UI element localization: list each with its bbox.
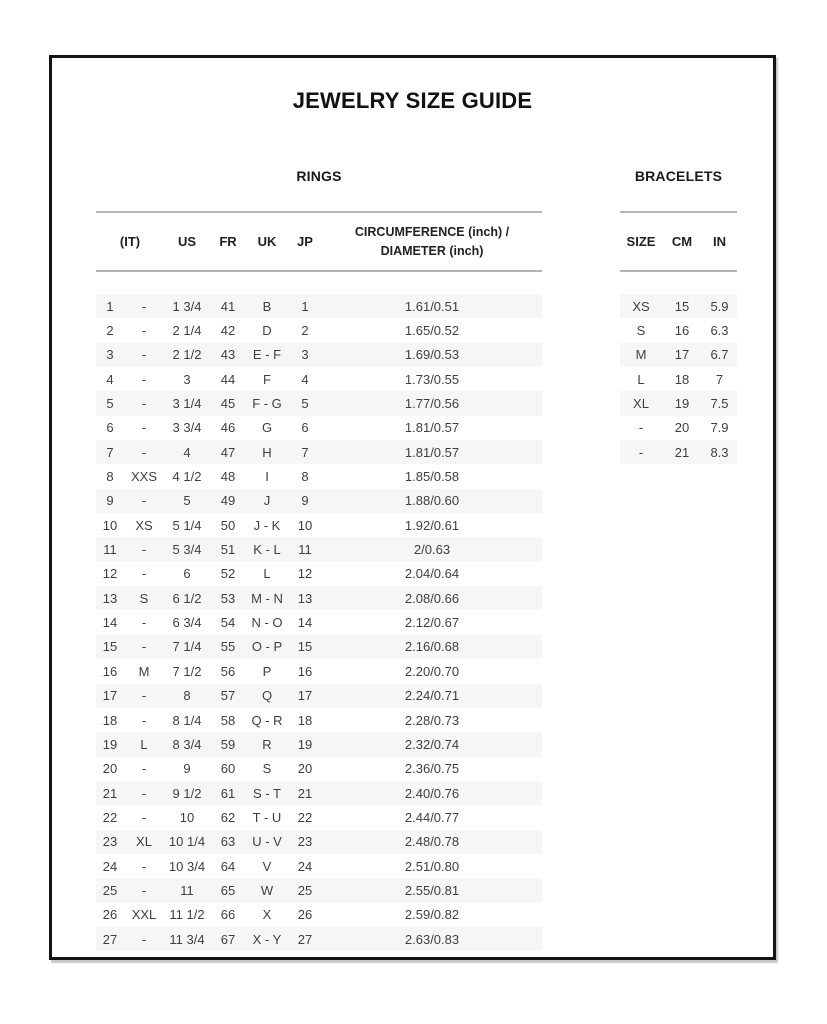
table-cell: U - V xyxy=(252,834,282,850)
table-cell: 45 xyxy=(220,396,236,412)
table-cell: L xyxy=(140,736,148,752)
table-cell: G xyxy=(261,420,273,436)
table-cell: 55 xyxy=(220,639,236,655)
table-cell: 44 xyxy=(220,371,236,387)
table-cell: 50 xyxy=(220,517,236,533)
rings-header-it: (IT) xyxy=(119,234,141,249)
ring-size-row xyxy=(96,586,542,610)
table-cell: 51 xyxy=(220,542,236,558)
table-cell: 24 xyxy=(297,858,313,874)
table-cell: P xyxy=(262,663,272,679)
table-cell: 7 xyxy=(106,444,114,460)
table-cell: 42 xyxy=(220,323,236,339)
table-cell: L xyxy=(263,566,271,582)
table-cell: 26 xyxy=(297,907,313,923)
ring-size-row xyxy=(96,732,542,756)
ring-size-row xyxy=(96,830,542,854)
ring-size-row xyxy=(96,294,542,318)
table-cell: 2.51/0.80 xyxy=(404,858,460,874)
table-cell: 13 xyxy=(102,590,118,606)
rings-header-circumference-line1: CIRCUMFERENCE (inch) / xyxy=(354,225,510,240)
table-cell: 8 1/4 xyxy=(172,712,202,728)
ring-size-row xyxy=(96,659,542,683)
table-cell: 5 xyxy=(301,396,309,412)
table-cell: J - K xyxy=(253,517,281,533)
table-cell: 1.88/0.60 xyxy=(404,493,460,509)
table-cell: 12 xyxy=(297,566,313,582)
table-cell: 2.16/0.68 xyxy=(404,639,460,655)
table-cell: 16 xyxy=(297,663,313,679)
table-cell: 1 xyxy=(106,298,114,314)
table-cell: - xyxy=(141,444,147,460)
table-cell: 1.81/0.57 xyxy=(404,420,460,436)
ring-size-row xyxy=(96,708,542,732)
table-cell: 2 xyxy=(301,323,309,339)
bracelets-header-rule-bottom xyxy=(620,270,737,272)
table-cell: 56 xyxy=(220,663,236,679)
table-cell: 15 xyxy=(297,639,313,655)
table-cell: 22 xyxy=(297,809,313,825)
rings-header-us: US xyxy=(177,234,197,249)
table-cell: S xyxy=(139,590,149,606)
table-cell: M xyxy=(635,347,647,363)
table-cell: - xyxy=(141,298,147,314)
table-cell: R xyxy=(262,736,272,752)
ring-size-row xyxy=(96,878,542,902)
table-cell: 46 xyxy=(220,420,236,436)
table-cell: 48 xyxy=(220,469,236,485)
table-cell: - xyxy=(141,639,147,655)
table-cell: - xyxy=(141,347,147,363)
table-cell: Q xyxy=(261,688,273,704)
table-cell: 1.61/0.51 xyxy=(404,298,460,314)
table-cell: 41 xyxy=(220,298,236,314)
ring-size-row xyxy=(96,927,542,951)
table-cell: 3 1/4 xyxy=(172,396,202,412)
table-cell: XL xyxy=(136,834,152,850)
table-cell: 18 xyxy=(102,712,118,728)
bracelets-header-in: IN xyxy=(713,234,726,249)
table-cell: 6 xyxy=(183,566,191,582)
table-cell: 11 1/2 xyxy=(169,907,205,923)
table-cell: 20 xyxy=(102,761,118,777)
ring-size-row xyxy=(96,513,542,537)
table-cell: 11 xyxy=(103,542,117,558)
table-cell: S xyxy=(636,323,646,339)
table-cell: 53 xyxy=(220,590,236,606)
ring-size-row xyxy=(96,464,542,488)
table-cell: XS xyxy=(135,517,153,533)
ring-size-row xyxy=(96,489,542,513)
table-cell: 15 xyxy=(102,639,118,655)
table-cell: 11 xyxy=(180,882,194,898)
table-cell: 2.24/0.71 xyxy=(404,688,460,704)
table-cell: 5.9 xyxy=(710,298,729,314)
table-cell: 10 3/4 xyxy=(168,858,206,874)
table-cell: 60 xyxy=(220,761,236,777)
table-cell: 18 xyxy=(297,712,313,728)
table-cell: 8 xyxy=(106,469,114,485)
table-cell: 7 1/2 xyxy=(172,663,202,679)
table-cell: O - P xyxy=(251,639,283,655)
table-cell: 2.36/0.75 xyxy=(404,761,460,777)
table-cell: 12 xyxy=(102,566,118,582)
table-cell: 5 3/4 xyxy=(172,542,202,558)
table-cell: 27 xyxy=(297,931,313,947)
table-cell: 16 xyxy=(674,323,690,339)
table-cell: 2 1/2 xyxy=(172,347,202,363)
table-cell: S - T xyxy=(253,785,281,801)
rings-header-row xyxy=(96,213,542,270)
table-cell: M - N xyxy=(251,590,283,606)
table-cell: - xyxy=(141,931,147,947)
rings-table-body xyxy=(96,294,542,951)
table-cell: 2 xyxy=(106,323,114,339)
ring-size-row xyxy=(96,757,542,781)
table-cell: 2.59/0.82 xyxy=(404,907,460,923)
table-cell: 17 xyxy=(674,347,690,363)
ring-size-row xyxy=(96,416,542,440)
table-cell: 49 xyxy=(220,493,236,509)
table-cell: - xyxy=(141,371,147,387)
table-cell: 2.40/0.76 xyxy=(404,785,460,801)
table-cell: 2.20/0.70 xyxy=(404,663,460,679)
table-cell: 24 xyxy=(102,858,118,874)
table-cell: 61 xyxy=(220,785,236,801)
rings-header-uk: UK xyxy=(257,234,277,249)
bracelet-size-row xyxy=(620,367,737,391)
ring-size-row xyxy=(96,537,542,561)
table-cell: XS xyxy=(632,298,650,314)
table-cell: 1.92/0.61 xyxy=(404,517,460,533)
table-cell: - xyxy=(638,420,644,436)
table-cell: 10 xyxy=(179,809,195,825)
table-cell: 7.5 xyxy=(710,396,729,412)
table-cell: 4 xyxy=(301,371,309,387)
table-cell: 2 1/4 xyxy=(172,323,202,339)
table-cell: 7.9 xyxy=(710,420,729,436)
table-cell: - xyxy=(141,712,147,728)
table-cell: XXL xyxy=(131,907,157,923)
table-cell: 5 xyxy=(106,396,114,412)
table-cell: 6.7 xyxy=(710,347,729,363)
table-cell: - xyxy=(141,688,147,704)
table-cell: W xyxy=(260,882,274,898)
table-cell: 27 xyxy=(102,931,118,947)
table-cell: 4 1/2 xyxy=(172,469,202,485)
table-cell: V xyxy=(262,858,272,874)
table-cell: XXS xyxy=(130,469,157,485)
table-cell: 17 xyxy=(102,688,118,704)
table-cell: 9 xyxy=(301,493,309,509)
bracelets-header-size: SIZE xyxy=(626,234,656,249)
table-cell: 8 xyxy=(301,469,309,485)
table-cell: N - O xyxy=(251,615,283,631)
ring-size-row xyxy=(96,391,542,415)
rings-header-circumference-line2: DIAMETER (inch) xyxy=(380,243,484,258)
table-cell: F - G xyxy=(252,396,282,412)
bracelet-size-row xyxy=(620,318,737,342)
table-cell: 6.3 xyxy=(710,323,729,339)
table-cell: 11 xyxy=(298,542,312,558)
bracelet-size-row xyxy=(620,294,737,318)
ring-size-row xyxy=(96,367,542,391)
table-cell: 2.44/0.77 xyxy=(404,809,460,825)
table-cell: 20 xyxy=(674,420,690,436)
table-cell: 1 3/4 xyxy=(172,298,202,314)
table-cell: 6 xyxy=(106,420,114,436)
table-cell: 1.73/0.55 xyxy=(404,371,460,387)
table-cell: 3 xyxy=(106,347,114,363)
rings-header-circumference xyxy=(322,223,542,259)
table-cell: 10 1/4 xyxy=(168,834,206,850)
table-cell: 52 xyxy=(220,566,236,582)
table-cell: 22 xyxy=(102,809,118,825)
rings-header-fr: FR xyxy=(219,234,237,249)
table-cell: 2.48/0.78 xyxy=(404,834,460,850)
table-cell: 23 xyxy=(102,834,118,850)
ring-size-row xyxy=(96,854,542,878)
table-cell: 15 xyxy=(674,298,690,314)
table-cell: 23 xyxy=(297,834,313,850)
table-cell: 14 xyxy=(102,615,118,631)
table-cell: 64 xyxy=(220,858,236,874)
table-cell: 21 xyxy=(297,785,313,801)
table-cell: 1.69/0.53 xyxy=(404,347,460,363)
table-cell: - xyxy=(141,809,147,825)
table-cell: 4 xyxy=(106,371,114,387)
table-cell: 6 3/4 xyxy=(172,615,202,631)
table-cell: - xyxy=(141,396,147,412)
ring-size-row xyxy=(96,343,542,367)
table-cell: 20 xyxy=(297,761,313,777)
table-cell: 2.55/0.81 xyxy=(404,882,460,898)
table-cell: 5 1/4 xyxy=(172,517,202,533)
table-cell: 62 xyxy=(220,809,236,825)
bracelet-size-row xyxy=(620,343,737,367)
table-cell: 8.3 xyxy=(710,444,729,460)
table-cell: D xyxy=(262,323,272,339)
table-cell: X - Y xyxy=(252,931,282,947)
table-cell: 3 xyxy=(183,371,191,387)
table-cell: 7 xyxy=(301,444,309,460)
bracelet-size-row xyxy=(620,416,737,440)
ring-size-row xyxy=(96,610,542,634)
table-cell: 1.85/0.58 xyxy=(404,469,460,485)
table-cell: 1.65/0.52 xyxy=(404,323,460,339)
table-cell: 18 xyxy=(674,371,690,387)
table-cell: 58 xyxy=(220,712,236,728)
table-cell: 57 xyxy=(220,688,236,704)
table-cell: - xyxy=(141,323,147,339)
table-cell: 13 xyxy=(297,590,313,606)
table-cell: 19 xyxy=(674,396,690,412)
table-cell: - xyxy=(141,542,147,558)
table-cell: 6 1/2 xyxy=(172,590,202,606)
table-cell: 9 xyxy=(183,761,191,777)
table-cell: 17 xyxy=(297,688,313,704)
table-cell: 59 xyxy=(220,736,236,752)
table-cell: 7 xyxy=(715,371,724,387)
ring-size-row xyxy=(96,318,542,342)
table-cell: E - F xyxy=(252,347,282,363)
table-cell: 3 3/4 xyxy=(172,420,202,436)
table-cell: 2.32/0.74 xyxy=(404,736,460,752)
page-title: JEWELRY SIZE GUIDE xyxy=(292,88,533,113)
table-cell: 9 xyxy=(106,493,114,509)
table-cell: XL xyxy=(633,396,649,412)
table-cell: 10 xyxy=(297,517,313,533)
table-cell: 54 xyxy=(220,615,236,631)
table-cell: - xyxy=(141,858,147,874)
table-cell: F xyxy=(263,371,271,387)
bracelets-table-body xyxy=(620,294,737,464)
table-cell: - xyxy=(141,493,147,509)
table-cell: 63 xyxy=(220,834,236,850)
table-cell: 2/0.63 xyxy=(413,542,451,558)
table-cell: J xyxy=(263,493,271,509)
table-cell: 2.04/0.64 xyxy=(404,566,460,582)
table-cell: 43 xyxy=(220,347,236,363)
table-cell: - xyxy=(141,420,147,436)
table-cell: 2.08/0.66 xyxy=(404,590,460,606)
ring-size-row xyxy=(96,805,542,829)
bracelet-size-row xyxy=(620,440,737,464)
table-cell: 21 xyxy=(674,444,690,460)
table-cell: - xyxy=(141,785,147,801)
table-cell: L xyxy=(637,371,645,387)
table-cell: 2.63/0.83 xyxy=(404,931,460,947)
rings-header-jp: JP xyxy=(297,234,313,249)
table-cell: 9 1/2 xyxy=(172,785,202,801)
bracelets-section-title: BRACELETS xyxy=(634,168,723,184)
table-cell: T - U xyxy=(252,809,282,825)
table-cell: 6 xyxy=(301,420,309,436)
table-cell: 5 xyxy=(183,493,191,509)
table-cell: Q - R xyxy=(251,712,283,728)
table-cell: 19 xyxy=(297,736,313,752)
table-cell: 1.81/0.57 xyxy=(404,444,460,460)
table-cell: 26 xyxy=(102,907,118,923)
table-cell: - xyxy=(141,882,147,898)
table-cell: 2.28/0.73 xyxy=(404,712,460,728)
table-cell: 2.12/0.67 xyxy=(404,615,460,631)
bracelet-size-row xyxy=(620,391,737,415)
table-cell: 4 xyxy=(183,444,191,460)
table-cell: I xyxy=(265,469,269,485)
bracelets-header-cm: CM xyxy=(671,234,693,249)
ring-size-row xyxy=(96,440,542,464)
table-cell: - xyxy=(141,761,147,777)
table-cell: 16 xyxy=(102,663,118,679)
ring-size-row xyxy=(96,903,542,927)
table-cell: 1.77/0.56 xyxy=(404,396,460,412)
table-cell: S xyxy=(262,761,272,777)
table-cell: 66 xyxy=(220,907,236,923)
table-cell: X xyxy=(262,907,272,923)
table-cell: B xyxy=(262,298,272,314)
table-cell: 21 xyxy=(102,785,118,801)
table-cell: 14 xyxy=(297,615,313,631)
table-cell: 10 xyxy=(102,517,118,533)
table-cell: 67 xyxy=(220,931,236,947)
ring-size-row xyxy=(96,635,542,659)
table-cell: 8 xyxy=(183,688,191,704)
table-cell: 1 xyxy=(301,298,309,314)
table-cell: 47 xyxy=(220,444,236,460)
size-guide-panel xyxy=(49,55,776,960)
table-cell: M xyxy=(138,663,150,679)
table-cell: 8 3/4 xyxy=(172,736,202,752)
table-cell: H xyxy=(262,444,272,460)
table-cell: - xyxy=(141,615,147,631)
bracelets-header-row xyxy=(620,213,737,270)
rings-header-rule-bottom xyxy=(96,270,542,272)
table-cell: 7 1/4 xyxy=(172,639,202,655)
table-cell: - xyxy=(141,566,147,582)
table-cell: 11 3/4 xyxy=(169,931,205,947)
table-cell: 3 xyxy=(301,347,309,363)
ring-size-row xyxy=(96,781,542,805)
ring-size-row xyxy=(96,562,542,586)
table-cell: K - L xyxy=(253,542,281,558)
table-cell: 19 xyxy=(102,736,118,752)
table-cell: 65 xyxy=(220,882,236,898)
table-cell: - xyxy=(638,444,644,460)
table-cell: 25 xyxy=(297,882,313,898)
rings-section-title: RINGS xyxy=(296,168,342,184)
ring-size-row xyxy=(96,684,542,708)
table-cell: 25 xyxy=(102,882,118,898)
